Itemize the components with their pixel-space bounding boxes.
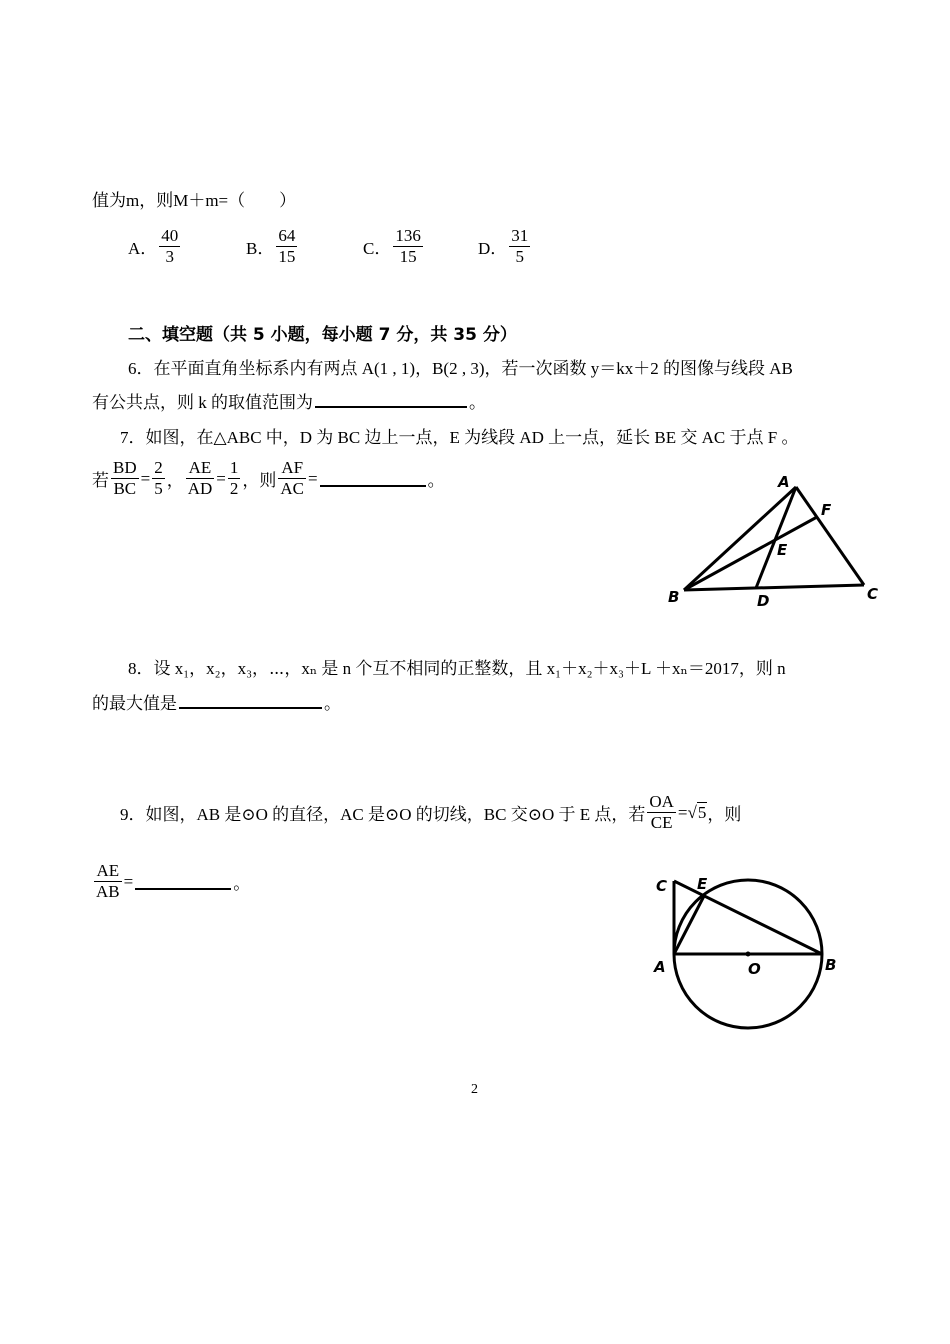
q9-frac-ae-ab: $\frac{AE}{AB}$ <box>96 861 120 901</box>
q7-frac-ae-ad: $\frac{AE}{AD}$ <box>187 458 213 498</box>
q9-line2: $\frac{AE}{AB}$ = 。 <box>96 861 251 901</box>
q7-line2: 若 $\frac{BD}{BC}$ = $\frac{2}{5}$ ， $\frac{AE}{AD}$ = $\frac{1}{2}$ ，则 $\frac{AF}{AC}$ = 。 <box>92 458 445 498</box>
q7-frac-bd-bc: $\frac{BD}{BC}$ <box>113 458 137 498</box>
label-c: C <box>656 877 668 895</box>
q5-option-c: C． $\frac{136}{15}$ <box>363 226 421 266</box>
q8-line1: 8．设 x₁，x₂，x₃，⋯，xₙ 是 n 个互不相同的正整数，且 x₁＋x₂＋x₃＋L ＋xₙ＝2017，则 n <box>128 659 786 678</box>
circle-figure <box>648 868 848 1036</box>
q9-frac-oa-ce: $\frac{OA}{CE}$ <box>649 792 674 832</box>
section-heading: 二、填空题（共 5 小题，每小题 7 分，共 35 分） <box>128 325 517 345</box>
q8-answer-blank[interactable] <box>179 706 322 709</box>
label-f: F <box>821 501 832 519</box>
q7-answer-blank[interactable] <box>320 484 426 487</box>
page-number: 2 <box>471 1082 478 1097</box>
label-d: D <box>757 592 770 610</box>
label-c: C <box>867 585 879 603</box>
q5-option-d: D． $\frac{31}{5}$ <box>478 226 529 266</box>
label-b: B <box>668 588 680 606</box>
label-o: O <box>748 960 761 978</box>
q9-sqrt: √5 <box>687 802 707 822</box>
q5-tail: 值为m，则M＋m=（ ） <box>92 191 297 210</box>
q7-frac-1-2: $\frac{1}{2}$ <box>229 458 239 498</box>
q6-line2: 有公共点，则 k 的取值范围为 。 <box>92 393 486 412</box>
label-e: E <box>777 541 788 559</box>
label-a: A <box>778 473 790 491</box>
q9-line1: 9．如图，AB 是⊙O 的直径，AC 是⊙O 的切线，BC 交⊙O 于 E 点，若 $\frac{OA}{CE}$ = √5 ，则 <box>120 792 742 832</box>
q7-frac-2-5: $\frac{2}{5}$ <box>154 458 163 498</box>
label-e: E <box>697 875 708 893</box>
q6-answer-blank[interactable] <box>315 405 467 408</box>
q7-line1: 7．如图，在△ABC 中，D 为 BC 边上一点，E 为线段 AD 上一点，延长 BE 交 AC 于点 F 。 <box>120 428 799 447</box>
q9-answer-blank[interactable] <box>135 887 231 890</box>
q7-frac-af-ac: $\frac{AF}{AC}$ <box>280 458 304 498</box>
q5-option-a: A． $\frac{40}{3}$ <box>128 226 179 266</box>
label-b: B <box>825 956 837 974</box>
triangle-figure <box>660 465 890 615</box>
label-a: A <box>654 958 666 976</box>
q5-option-b: B． $\frac{64}{15}$ <box>246 226 296 266</box>
q8-line2: 的最大值是 。 <box>92 694 341 713</box>
q6-line1: 6．在平面直角坐标系内有两点 A(1 , 1)，B(2 , 3)，若一次函数 y＝kx＋2 的图像与线段 AB <box>128 359 793 378</box>
